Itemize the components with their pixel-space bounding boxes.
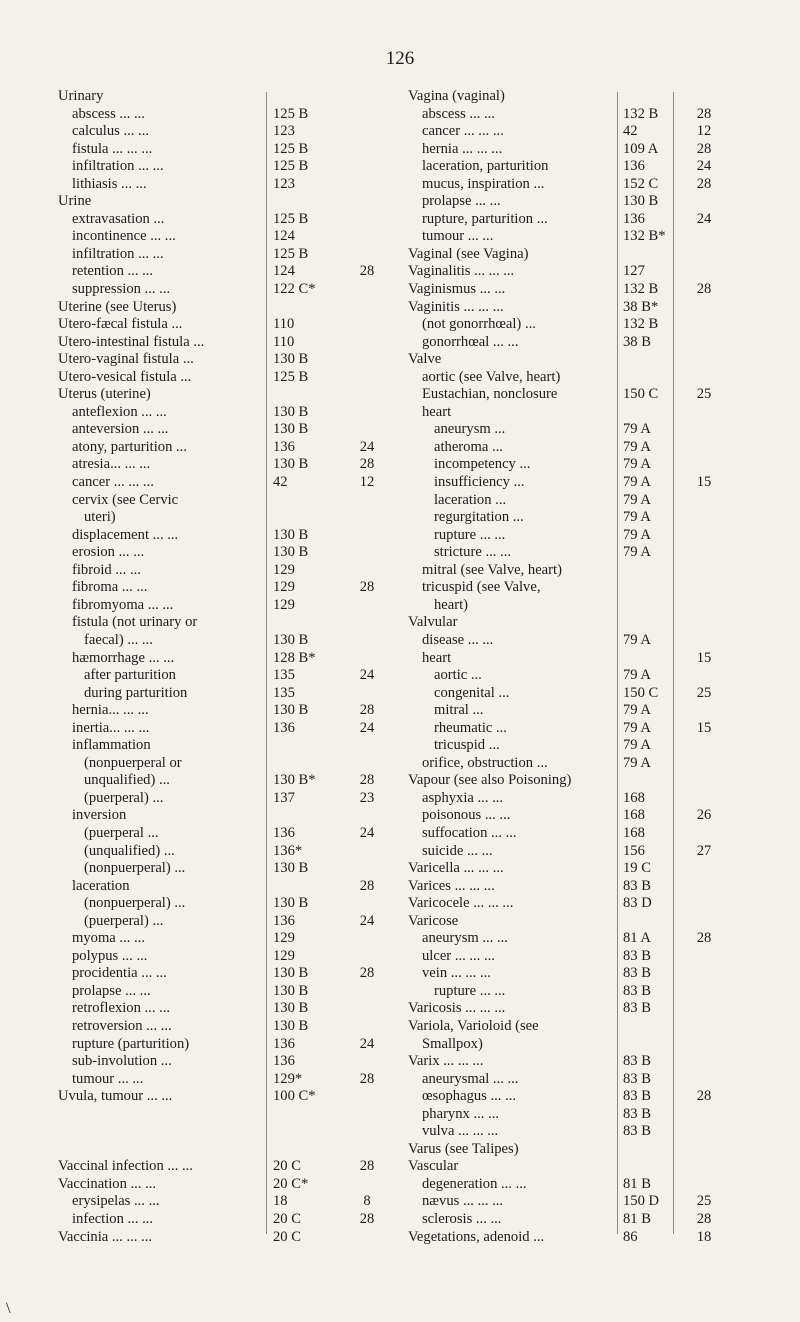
index-term: Utero-intestinal fistula ... <box>58 333 205 350</box>
index-term: Varicocele ... ... ... <box>408 895 514 912</box>
index-code: 83 D <box>623 895 652 912</box>
index-code: 136 <box>273 1053 295 1070</box>
index-group: 28 <box>359 1211 375 1227</box>
index-term: faecal) ... ... <box>84 631 153 648</box>
index-term: fistula (not urinary or <box>72 614 198 631</box>
index-term: prolapse ... ... <box>72 982 151 999</box>
index-code: 168 <box>623 824 645 841</box>
index-code: 136 <box>623 158 645 175</box>
index-term: Vaccination ... ... <box>58 1175 157 1192</box>
index-term: (puerperal) ... <box>84 789 164 806</box>
index-term: rupture ... ... <box>434 526 506 543</box>
index-term: heart) <box>434 596 469 613</box>
index-group: 28 <box>359 877 375 894</box>
index-term: (nonpuerperal) ... <box>84 860 186 877</box>
index-code: 83 B <box>623 877 651 894</box>
index-term: vulva ... ... ... <box>422 1123 499 1140</box>
index-code: 136* <box>273 842 303 859</box>
index-group: 28 <box>359 1070 375 1087</box>
index-code: 83 B <box>623 965 651 982</box>
index-term: inflammation <box>72 737 151 754</box>
index-code: 79 A <box>623 702 651 719</box>
index-term: Varix ... ... ... <box>408 1053 484 1070</box>
index-term: Urinary <box>58 88 104 104</box>
index-term: during parturition <box>84 684 188 701</box>
index-code: 79 A <box>623 456 651 473</box>
index-code: 136 <box>273 719 295 736</box>
index-term: degeneration ... ... <box>422 1175 527 1192</box>
index-term: tricuspid ... <box>434 737 500 754</box>
index-group: 24 <box>359 824 375 841</box>
index-code: 130 B <box>273 456 309 473</box>
index-term: suppression ... ... <box>72 281 171 298</box>
index-term: (nonpuerperal or <box>84 754 182 771</box>
index-code: 130 B <box>623 193 659 210</box>
index-term: (not gonorrhœal) ... <box>422 316 536 333</box>
index-term: retention ... ... <box>72 263 154 280</box>
index-term: Uterine (see Uterus) <box>58 298 177 315</box>
index-code: 81 B <box>623 1175 651 1192</box>
index-code: 129* <box>273 1070 303 1087</box>
index-code: 79 A <box>623 667 651 684</box>
index-term: Varices ... ... ... <box>408 877 495 894</box>
index-group: 15 <box>696 719 712 736</box>
index-term: Varicella ... ... ... <box>408 860 504 877</box>
index-term: (puerperal ... <box>84 824 159 841</box>
index-term: sub-involution ... <box>72 1053 172 1070</box>
index-term: Uvula, tumour ... ... <box>58 1088 173 1105</box>
index-code: 130 B* <box>273 772 316 789</box>
index-code: 150 C <box>623 386 659 403</box>
index-term: cancer ... ... ... <box>422 123 504 140</box>
index-term: heart <box>422 403 452 420</box>
index-term: extravasation ... <box>72 210 165 227</box>
index-code: 79 A <box>623 719 651 736</box>
index-code: 168 <box>623 789 645 806</box>
index-group: 28 <box>696 1088 712 1105</box>
index-term: stricture ... ... <box>434 544 512 561</box>
index-term: retroflexion ... ... <box>72 1000 171 1017</box>
index-group: 24 <box>359 912 375 929</box>
index-code: 128 B* <box>273 649 316 666</box>
index-group: 24 <box>696 210 712 227</box>
index-code: 83 B <box>623 1123 651 1140</box>
index-code: 136 <box>273 912 295 929</box>
index-code: 129 <box>273 930 295 947</box>
index-code: 125 B <box>273 105 309 122</box>
index-code: 137 <box>273 789 295 806</box>
index-code: 79 A <box>623 737 651 754</box>
index-group: 28 <box>696 175 712 192</box>
index-group: 28 <box>696 140 712 157</box>
index-term: fibromyoma ... ... <box>72 596 174 613</box>
index-group: 12 <box>696 123 712 140</box>
index-group: 24 <box>359 438 375 455</box>
index-code: 79 A <box>623 438 651 455</box>
index-term: abscess ... ... <box>422 105 495 122</box>
index-term: Vascular <box>408 1158 459 1175</box>
index-term: Varicosis ... ... ... <box>408 1000 506 1017</box>
index-term: unqualified) ... <box>84 772 170 789</box>
index-group: 24 <box>359 1035 375 1052</box>
index-term: erysipelas ... ... <box>72 1193 160 1210</box>
index-code: 79 A <box>623 754 651 771</box>
index-code: 20 C <box>273 1228 301 1245</box>
index-term: Vaginismus ... ... <box>408 281 506 298</box>
index-group: 25 <box>696 386 712 403</box>
index-code: 168 <box>623 807 645 824</box>
index-term: tumour ... ... <box>72 1070 144 1087</box>
index-code: 135 <box>273 667 295 684</box>
index-code: 110 <box>273 333 295 350</box>
index-term: Valve <box>408 351 442 368</box>
index-term: retroversion ... ... <box>72 1017 172 1034</box>
index-term: mitral ... <box>434 702 484 719</box>
index-term: abscess ... ... <box>72 105 145 122</box>
index-term: erosion ... ... <box>72 544 145 561</box>
index-term: laceration ... <box>434 491 507 508</box>
index-code: 83 B <box>623 1070 651 1087</box>
index-term: tricuspid (see Valve, <box>422 579 541 596</box>
index-code: 79 A <box>623 509 651 526</box>
index-code: 79 A <box>623 474 651 491</box>
index-code: 81 A <box>623 930 651 947</box>
index-term: aneurysm ... <box>434 421 506 438</box>
index-code: 109 A <box>623 140 659 157</box>
index-term: sclerosis ... ... <box>422 1211 502 1227</box>
index-code: 150 D <box>623 1193 660 1210</box>
index-code: 136 <box>273 438 295 455</box>
index-term: congenital ... <box>434 684 510 701</box>
index-term: suicide ... ... <box>422 842 493 859</box>
index-group: 24 <box>359 719 375 736</box>
index-term: after parturition <box>84 667 176 684</box>
column-rule <box>617 92 618 1234</box>
index-term: gonorrhœal ... ... <box>422 333 519 350</box>
index-group: 15 <box>696 474 712 491</box>
index-code: 38 B <box>623 333 651 350</box>
index-code: 42 <box>623 123 638 140</box>
index-code: 130 B <box>273 982 309 999</box>
index-term: infiltration ... ... <box>72 158 164 175</box>
index-code: 127 <box>623 263 645 280</box>
index-code: 100 C* <box>273 1088 316 1105</box>
index-group: 28 <box>359 579 375 596</box>
corner-mark: \ <box>6 1300 11 1317</box>
index-group: 28 <box>359 263 375 280</box>
index-code: 130 B <box>273 1017 309 1034</box>
index-term: calculus ... ... <box>72 123 150 140</box>
index-term: Variola, Varioloid (see <box>408 1017 539 1034</box>
index-term: inertia... ... ... <box>72 719 150 736</box>
index-term: laceration, parturition <box>422 158 549 175</box>
index-code: 129 <box>273 579 295 596</box>
index-group: 27 <box>696 842 712 859</box>
index-term: poisonous ... ... <box>422 807 511 824</box>
index-code: 130 B <box>273 351 309 368</box>
index-code: 83 B <box>623 1000 651 1017</box>
index-code: 156 <box>623 842 645 859</box>
index-term: aortic (see Valve, heart) <box>422 368 561 385</box>
index-code: 125 B <box>273 158 309 175</box>
index-code: 125 B <box>273 368 309 385</box>
index-group: 25 <box>696 1193 712 1210</box>
index-term: disease ... ... <box>422 631 494 648</box>
index-code: 83 B <box>623 947 651 964</box>
index-term: laceration <box>72 877 130 894</box>
index-term: asphyxia ... ... <box>422 789 504 806</box>
index-group: 28 <box>696 1211 712 1227</box>
index-code: 125 B <box>273 140 309 157</box>
index-term: heart <box>422 649 452 666</box>
index-code: 125 B <box>273 245 309 262</box>
index-group: 28 <box>696 281 712 298</box>
index-group: 23 <box>359 789 375 806</box>
index-code: 125 B <box>273 210 309 227</box>
index-group: 24 <box>696 158 712 175</box>
index-term: regurgitation ... <box>434 509 524 526</box>
index-code: 130 B <box>273 1000 309 1017</box>
index-term: atresia... ... ... <box>72 456 151 473</box>
index-code: 130 B <box>273 702 309 719</box>
index-term: Smallpox) <box>422 1035 483 1052</box>
index-term: (unqualified) ... <box>84 842 175 859</box>
index-code: 20 C <box>273 1158 301 1175</box>
index-code: 130 B <box>273 895 309 912</box>
index-term: lithiasis ... ... <box>72 175 147 192</box>
index-code: 79 A <box>623 526 651 543</box>
index-code: 122 C* <box>273 281 316 298</box>
index-term: Utero-vesical fistula ... <box>58 368 192 385</box>
index-term: Vagina (vaginal) <box>408 88 505 104</box>
index-code: 130 B <box>273 860 309 877</box>
index-term: rheumatic ... <box>434 719 507 736</box>
index-term: Varicose <box>408 912 459 929</box>
index-group: 28 <box>359 456 375 473</box>
index-code: 42 <box>273 474 288 491</box>
index-term: Vegetations, adenoid ... <box>408 1228 545 1245</box>
index-term: Valvular <box>408 614 458 631</box>
index-term: Vaginalitis ... ... ... <box>408 263 515 280</box>
index-term: mucus, inspiration ... <box>422 175 545 192</box>
index-group: 8 <box>363 1193 371 1210</box>
index-term: polypus ... ... <box>72 947 148 964</box>
index-group: 28 <box>359 1158 375 1175</box>
index-group: 28 <box>359 965 375 982</box>
index-code: 81 B <box>623 1211 651 1227</box>
index-term: Vapour (see also Poisoning) <box>408 772 572 789</box>
index-term: suffocation ... ... <box>422 824 517 841</box>
index-term: (nonpuerperal) ... <box>84 895 186 912</box>
index-term: œsophagus ... ... <box>422 1088 517 1105</box>
index-code: 129 <box>273 596 295 613</box>
index-term: atheroma ... <box>434 438 503 455</box>
index-group: 28 <box>696 105 712 122</box>
index-term: hernia ... ... ... <box>422 140 503 157</box>
index-term: infection ... ... <box>72 1211 154 1227</box>
index-term: fibroid ... ... <box>72 561 141 578</box>
index-code: 130 B <box>273 421 309 438</box>
index-group: 15 <box>696 649 712 666</box>
index-group: 12 <box>359 474 375 491</box>
index-code: 136 <box>623 210 645 227</box>
index-term: Utero-fæcal fistula ... <box>58 316 183 333</box>
index-code: 20 C* <box>273 1175 309 1192</box>
index-term: insufficiency ... <box>434 474 525 491</box>
index-group: 25 <box>696 684 712 701</box>
index-group: 28 <box>359 702 375 719</box>
index-term: vein ... ... ... <box>422 965 491 982</box>
index-code: 132 B <box>623 316 659 333</box>
index-code: 19 C <box>623 860 651 877</box>
index-code: 79 A <box>623 421 651 438</box>
index-term: Utero-vaginal fistula ... <box>58 351 194 368</box>
index-term: myoma ... ... <box>72 930 145 947</box>
index-group: 18 <box>696 1228 712 1245</box>
column-rule <box>266 92 267 1234</box>
index-term: ulcer ... ... ... <box>422 947 495 964</box>
index-term: orifice, obstruction ... <box>422 754 548 771</box>
index-term: incompetency ... <box>434 456 531 473</box>
index-term: tumour ... ... <box>422 228 494 245</box>
index-term: uteri) <box>84 509 116 526</box>
index-code: 136 <box>273 824 295 841</box>
index-code: 130 B <box>273 631 309 648</box>
index-code: 129 <box>273 561 295 578</box>
index-term: procidentia ... ... <box>72 965 167 982</box>
index-term: cancer ... ... ... <box>72 474 154 491</box>
index-code: 135 <box>273 684 295 701</box>
index-term: anteflexion ... ... <box>72 403 167 420</box>
index-code: 130 B <box>273 403 309 420</box>
index-term: rupture ... ... <box>434 982 506 999</box>
index-code: 132 B <box>623 105 659 122</box>
index-term: displacement ... ... <box>72 526 179 543</box>
index-code: 79 A <box>623 491 651 508</box>
index-term: inversion <box>72 807 127 824</box>
index-code: 20 C <box>273 1211 301 1227</box>
index-term: cervix (see Cervic <box>72 491 179 508</box>
index-term: incontinence ... ... <box>72 228 176 245</box>
index-term: pharynx ... ... <box>422 1105 500 1122</box>
index-term: Vaccinal infection ... ... <box>58 1158 193 1175</box>
index-term: aneurysmal ... ... <box>422 1070 519 1087</box>
index-term: fistula ... ... ... <box>72 140 153 157</box>
index-term: anteversion ... ... <box>72 421 169 438</box>
index-code: 123 <box>273 123 295 140</box>
index-group: 24 <box>359 667 375 684</box>
index-code: 124 <box>273 228 295 245</box>
index-term: Eustachian, nonclosure <box>422 386 558 403</box>
index-code: 83 B <box>623 1105 651 1122</box>
index-code: 86 <box>623 1228 638 1245</box>
index-term: (puerperal) ... <box>84 912 164 929</box>
index-code: 18 <box>273 1193 288 1210</box>
page-number: 126 <box>385 48 415 69</box>
column-rule <box>673 92 674 1234</box>
index-code: 83 B <box>623 1088 651 1105</box>
index-code: 152 C <box>623 175 659 192</box>
index-term: rupture, parturition ... <box>422 210 548 227</box>
index-term: atony, parturition ... <box>72 438 187 455</box>
index-code: 38 B* <box>623 298 659 315</box>
index-code: 150 C <box>623 684 659 701</box>
index-term: Urine <box>58 193 92 210</box>
index-code: 129 <box>273 947 295 964</box>
index-term: Vaccinia ... ... ... <box>58 1228 153 1245</box>
index-code: 123 <box>273 175 295 192</box>
index-term: Varus (see Talipes) <box>408 1140 519 1157</box>
index-term: Uterus (uterine) <box>58 386 151 403</box>
index-code: 79 A <box>623 631 651 648</box>
index-code: 83 B <box>623 1053 651 1070</box>
index-group: 28 <box>696 930 712 947</box>
index-term: nævus ... ... ... <box>422 1193 504 1210</box>
index-code: 130 B <box>273 965 309 982</box>
index-term: hernia... ... ... <box>72 702 149 719</box>
index-term: fibroma ... ... <box>72 579 148 596</box>
index-term: prolapse ... ... <box>422 193 501 210</box>
index-code: 124 <box>273 263 295 280</box>
index-code: 110 <box>273 316 295 333</box>
index-code: 136 <box>273 1035 295 1052</box>
index-code: 132 B <box>623 281 659 298</box>
index-group: 26 <box>696 807 712 824</box>
index-term: hæmorrhage ... ... <box>72 649 175 666</box>
index-term: aneurysm ... ... <box>422 930 508 947</box>
index-term: infiltration ... ... <box>72 245 164 262</box>
index-term: Vaginal (see Vagina) <box>408 245 529 262</box>
index-term: Vaginitis ... ... ... <box>408 298 504 315</box>
index-term: aortic ... <box>434 667 482 684</box>
index-group: 28 <box>359 772 375 789</box>
index-code: 83 B <box>623 982 651 999</box>
index-code: 79 A <box>623 544 651 561</box>
index-code: 130 B <box>273 526 309 543</box>
index-code: 132 B* <box>623 228 666 245</box>
index-term: mitral (see Valve, heart) <box>422 561 562 578</box>
index-term: rupture (parturition) <box>72 1035 190 1052</box>
index-code: 130 B <box>273 544 309 561</box>
